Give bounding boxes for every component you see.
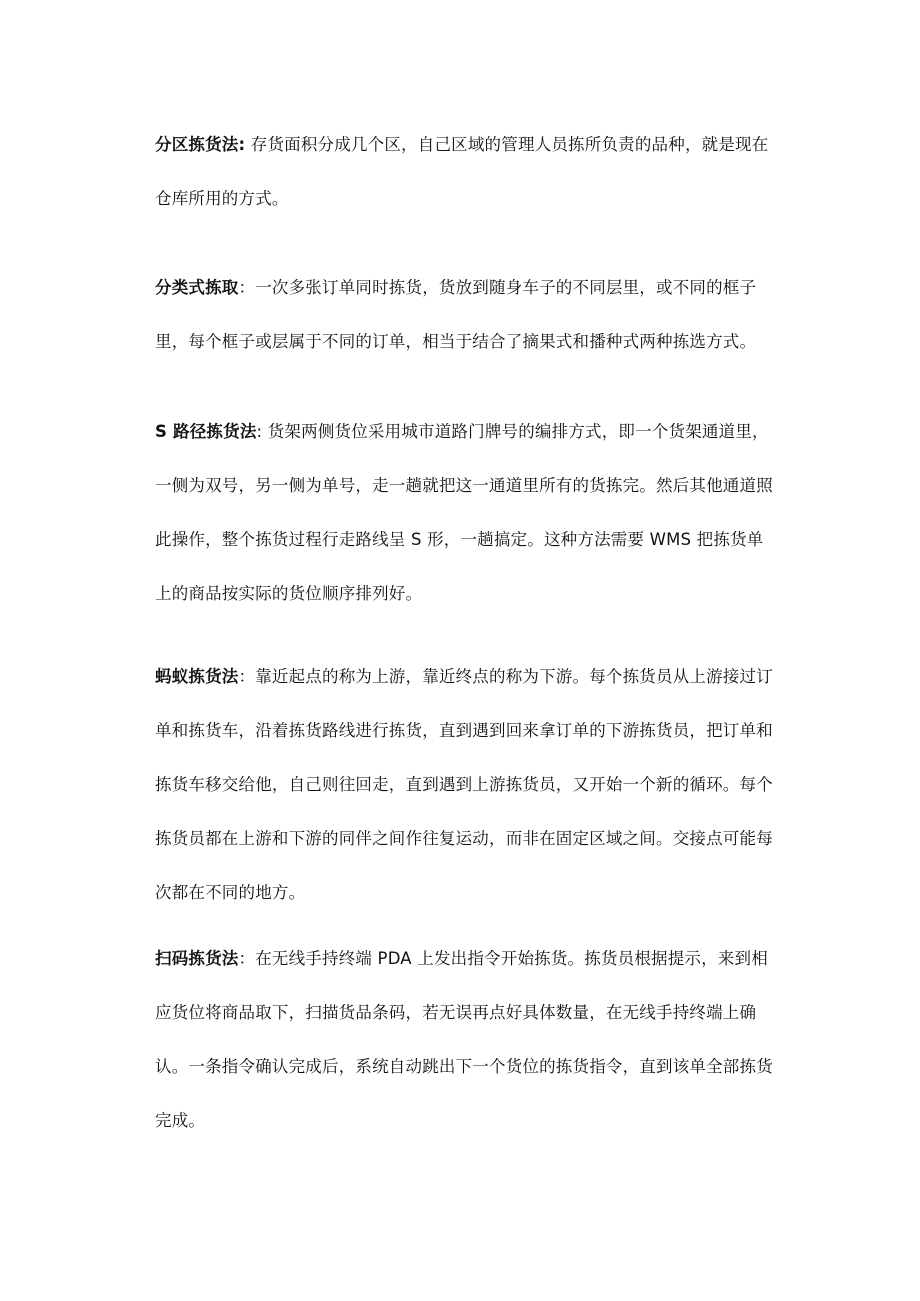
desc-s-path-picking: : 货架两侧货位采用城市道路门牌号的编排方式，即一个货架通道里，一侧为双号，另一侧为单号，走一趟就把这一通道里所有的货拣完。然后其他通道照此操作，整个拣货过程行走路线呈 S 形，一趟搞定。这种方法需要 WMS 把拣货单上的商品按实际的货位顺序排列好。 [155,422,773,603]
paragraph-zone-picking [155,118,780,226]
paragraph-s-path-picking [155,405,780,621]
term-s-path-picking: S 路径拣货法 [155,422,257,441]
paragraph-ant-picking [155,650,780,920]
term-zone-picking: 分区拣货法: [155,135,246,154]
desc-ant-picking: ：靠近起点的称为上游，靠近终点的称为下游。每个拣货员从上游接过订单和拣货车，沿着拣货路线进行拣货，直到遇到回来拿订单的下游拣货员，把订单和拣货车移交给他，自己则往回走，直到遇到上游拣货员，又开始一个新的循环。每个拣货员都在上游和下游的同伴之间作往复运动，而非在固定区域之间。交接点可能每次都在不同的地方。 [155,667,773,902]
term-scan-picking: 扫码拣货法 [155,949,239,968]
desc-scan-picking: ：在无线手持终端 PDA 上发出指令开始拣货。拣货员根据提示，来到相应货位将商品取下，扫描货品条码，若无误再点好具体数量，在无线手持终端上确认。一条指令确认完成后，系统自动跳出下一个货位的拣货指令，直到该单全部拣货完成。 [155,949,773,1130]
term-batch-picking: 分类式拣取 [155,278,239,297]
desc-batch-picking: ：一次多张订单同时拣货，货放到随身车子的不同层里，或不同的框子里，每个框子或层属于不同的订单，相当于结合了摘果式和播种式两种拣选方式。 [155,278,757,351]
term-ant-picking: 蚂蚁拣货法 [155,667,239,686]
paragraph-batch-picking [155,261,780,369]
paragraph-scan-picking [155,932,780,1148]
desc-zone-picking: 存货面积分成几个区，自己区域的管理人员拣所负责的品种，就是现在仓库所用的方式。 [155,135,769,208]
